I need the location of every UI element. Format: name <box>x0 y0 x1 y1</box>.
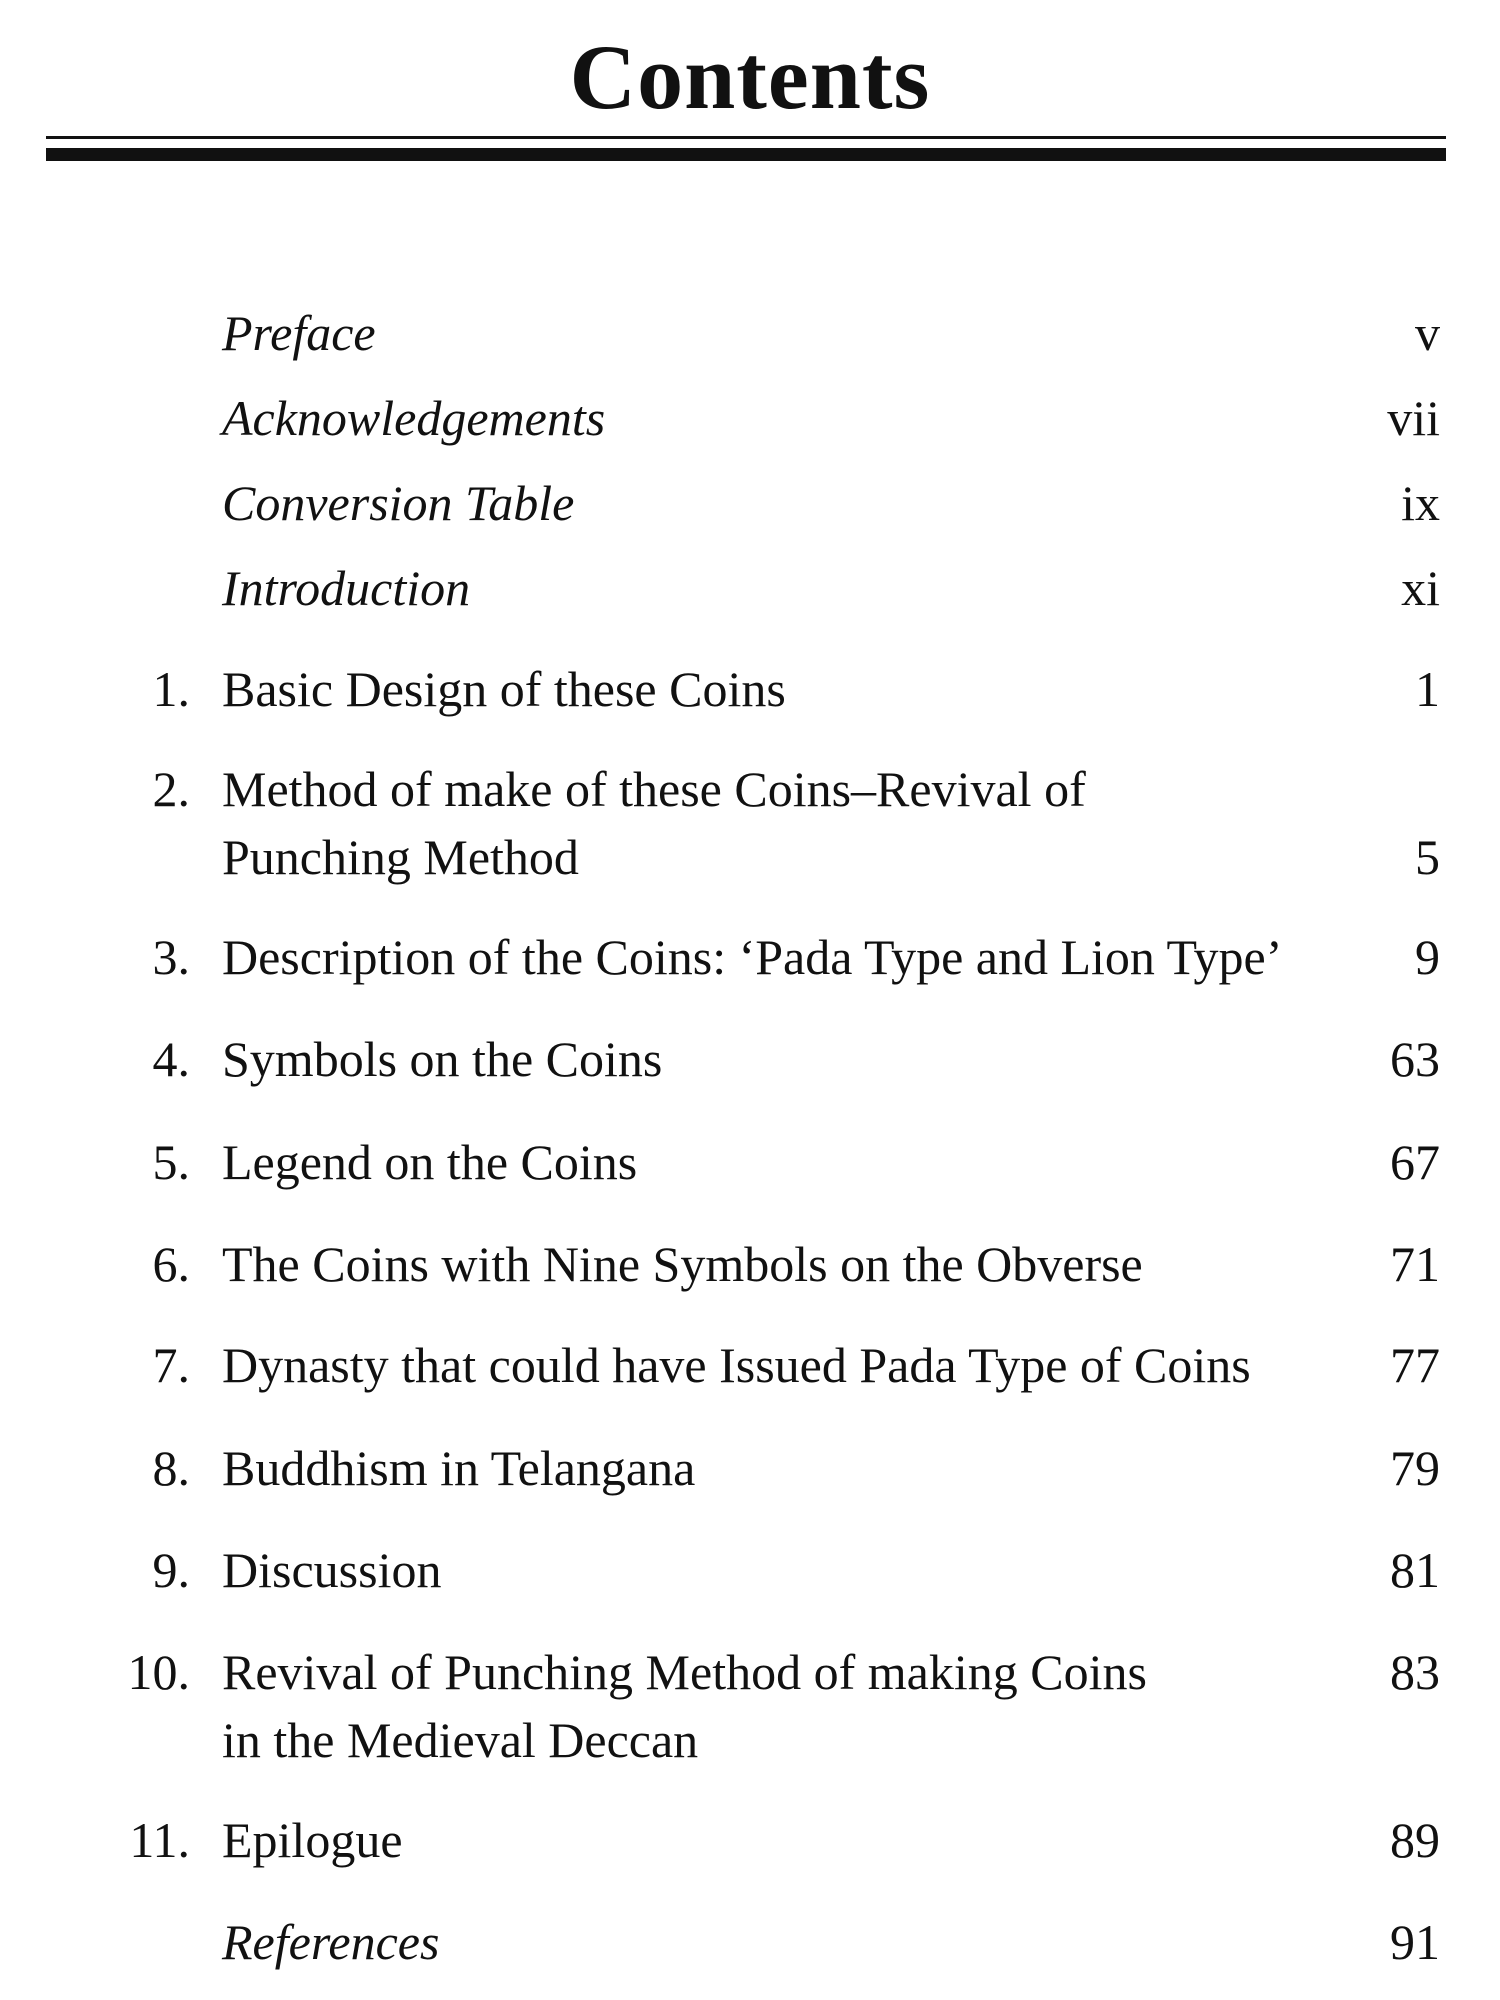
toc-title: Conversion Table <box>222 475 575 531</box>
toc-entry-chapter-5 <box>0 1130 1500 1194</box>
toc-entry-conversion-table <box>0 471 1500 535</box>
toc-page: 91 <box>1390 1914 1440 1970</box>
toc-number: 6. <box>152 1236 190 1292</box>
toc-entry-chapter-11 <box>0 1808 1500 1872</box>
toc-page: 9 <box>1415 929 1440 985</box>
toc-title-continued: in the Medieval Deccan <box>222 1712 699 1768</box>
toc-entry-chapter-3 <box>0 925 1500 989</box>
toc-title: Basic Design of these Coins <box>222 661 786 717</box>
toc-title: Method of make of these Coins–Revival of <box>222 761 1086 817</box>
toc-title: Acknowledgements <box>222 390 606 446</box>
toc-title-continued: Punching Method <box>222 829 579 885</box>
toc-entry-references <box>0 1910 1500 1974</box>
toc-entry-acknowledgements <box>0 386 1500 450</box>
toc-number: 3. <box>152 929 190 985</box>
toc-entry-chapter-1 <box>0 657 1500 721</box>
toc-page: ix <box>1401 475 1440 531</box>
toc-entry-chapter-10-continued <box>0 1708 1500 1772</box>
toc-number: 5. <box>152 1134 190 1190</box>
toc-page: 71 <box>1390 1236 1440 1292</box>
toc-entry-chapter-2 <box>0 757 1500 821</box>
toc-entry-chapter-7 <box>0 1333 1500 1397</box>
toc-entry-preface <box>0 301 1500 365</box>
toc-entry-chapter-8 <box>0 1436 1500 1500</box>
toc-entry-chapter-4 <box>0 1027 1500 1091</box>
toc-number: 9. <box>152 1542 190 1598</box>
toc-entry-chapter-9 <box>0 1538 1500 1602</box>
toc-title: Symbols on the Coins <box>222 1031 663 1087</box>
title-rule-thin <box>46 136 1446 139</box>
toc-title: References <box>222 1914 440 1970</box>
toc-entry-chapter-2-continued <box>0 825 1500 889</box>
toc-page: 81 <box>1390 1542 1440 1598</box>
toc-page: 63 <box>1390 1031 1440 1087</box>
toc-title: Introduction <box>222 560 471 616</box>
toc-page: 79 <box>1390 1440 1440 1496</box>
toc-page: 89 <box>1390 1812 1440 1868</box>
page-title: Contents <box>569 26 931 128</box>
toc-title: Discussion <box>222 1542 442 1598</box>
toc-number: 11. <box>129 1812 190 1868</box>
toc-number: 4. <box>152 1031 190 1087</box>
toc-title: Epilogue <box>222 1812 403 1868</box>
toc-number: 1. <box>152 661 190 717</box>
toc-entry-introduction <box>0 556 1500 620</box>
toc-title: Buddhism in Telangana <box>222 1440 696 1496</box>
toc-page: 1 <box>1415 661 1440 717</box>
toc-entry-chapter-10 <box>0 1640 1500 1704</box>
toc-number: 8. <box>152 1440 190 1496</box>
toc-page: 83 <box>1390 1644 1440 1700</box>
toc-page: v <box>1415 305 1440 361</box>
toc-title: Dynasty that could have Issued Pada Type of Coins <box>222 1337 1251 1393</box>
toc-entry-chapter-6 <box>0 1232 1500 1296</box>
title-rule-thick <box>46 148 1446 161</box>
toc-title: Preface <box>222 305 376 361</box>
toc-page: xi <box>1401 560 1440 616</box>
toc-title: The Coins with Nine Symbols on the Obverse <box>222 1236 1143 1292</box>
toc-title: Description of the Coins: ‘Pada Type and Lion Type’ <box>222 929 1283 985</box>
toc-title: Revival of Punching Method of making Coins <box>222 1644 1147 1700</box>
toc-number: 7. <box>152 1337 190 1393</box>
toc-page: 77 <box>1390 1337 1440 1393</box>
toc-page: vii <box>1387 390 1440 446</box>
toc-page: 67 <box>1390 1134 1440 1190</box>
toc-title: Legend on the Coins <box>222 1134 638 1190</box>
toc-page: 5 <box>1415 829 1440 885</box>
toc-number: 10. <box>127 1644 190 1700</box>
toc-number: 2. <box>152 761 190 817</box>
